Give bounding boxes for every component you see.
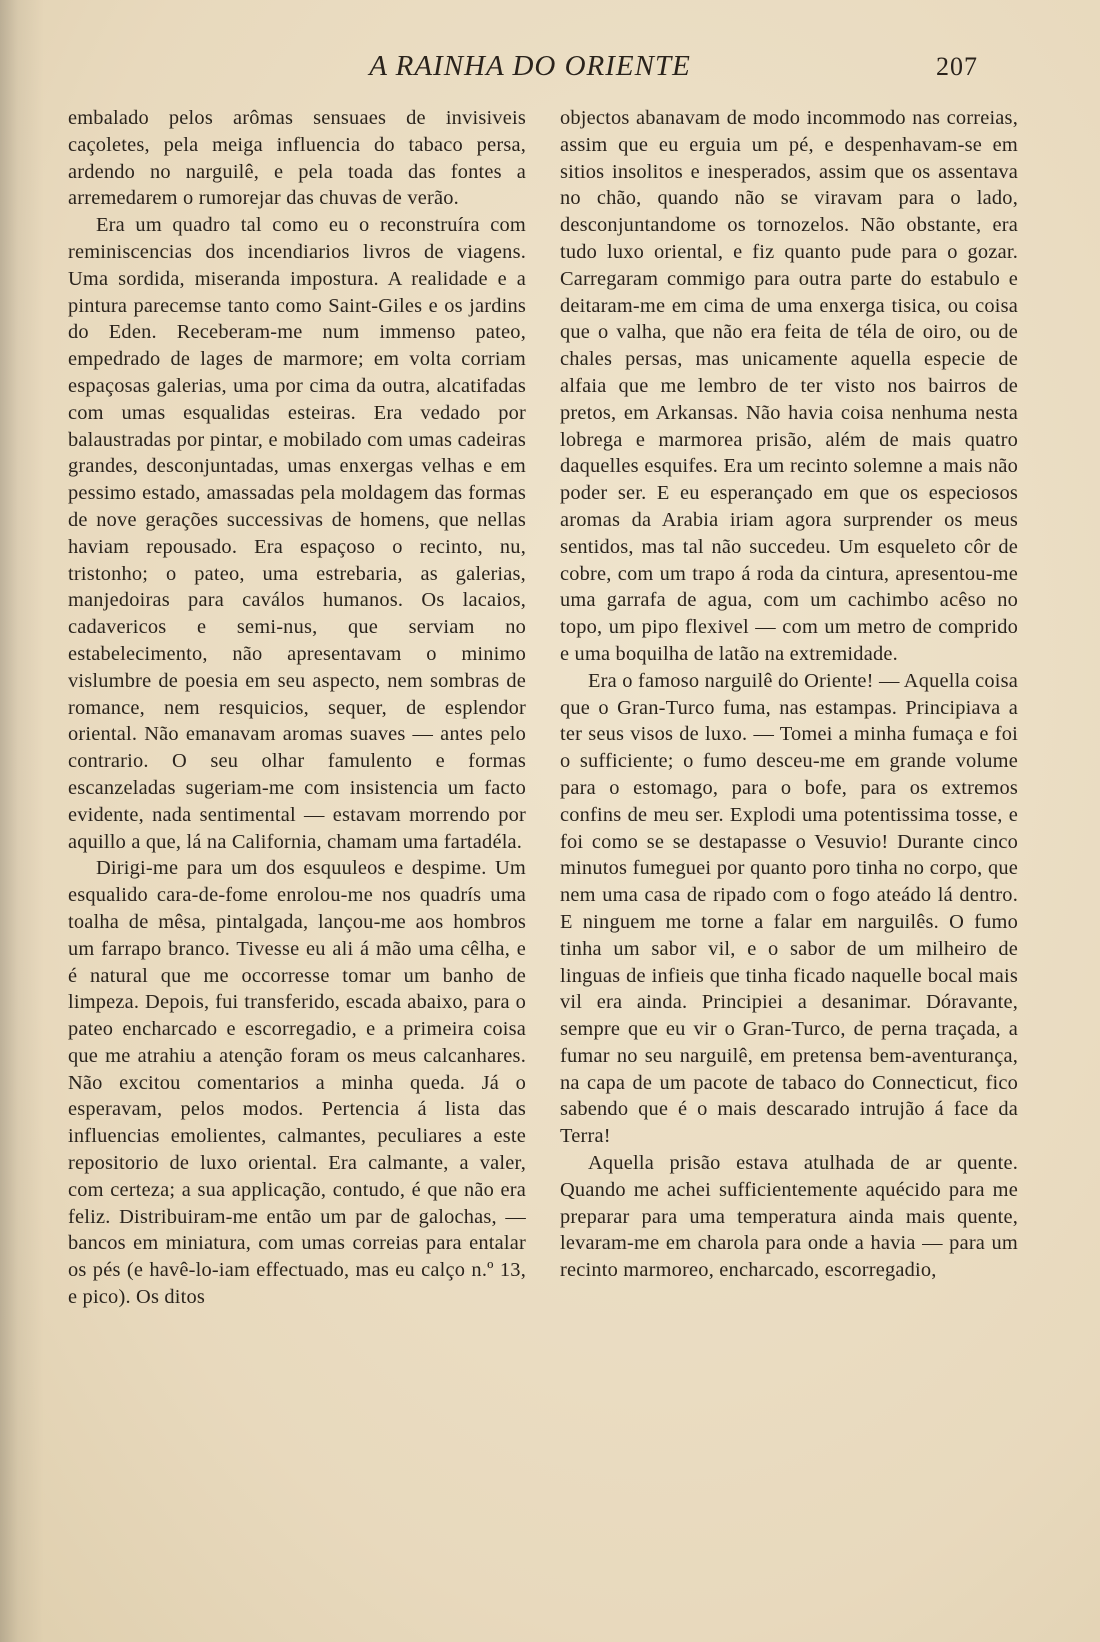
page-number: 207: [936, 52, 978, 81]
page-header: [0, 50, 1100, 90]
right-column: [560, 105, 1018, 1284]
paragraph: Era o famoso narguilê do Oriente! — Aquella coisa que o Gran-Turco fuma, nas estampas. Principiava a ter seus visos de luxo. — Tomei a minha fumaça e foi o sufficiente; o fumo desceu-me em grande volume para o estomago, para o bofe, para os extremos confins de meu ser. Explodi uma potentissima tosse, e foi como se se destapasse o Vesuvio! Durante cinco minutos fumeguei por quanto poro tinha no corpo, que nem uma casa de ripado com o fogo ateádo lá dentro. E ninguem me torne a falar em narguilês. O fumo tinha um sabor vil, e o sabor de um milheiro de linguas de infieis que tinha ficado naquelle bocal mais vil era ainda. Principiei a desanimar. Dóravante, sempre que eu vir o Gran-Turco, de perna traçada, a fumar no seu narguilê, em pretensa bem-aventurança, na capa de um pacote de tabaco do Connecticut, fico sabendo que é o mais descarado intrujão á face da Terra!: [560, 669, 1018, 1148]
left-column: [68, 105, 526, 1311]
running-title: A RAINHA DO ORIENTE: [369, 50, 691, 82]
paragraph: objectos abanavam de modo incommodo nas correias, assim que eu erguia um pé, e despenhavam-se em sitios insolitos e inesperados, assim que os assentava no chão, quando não se viravam para o lado, desconjuntandome os tornozelos. Não obstante, era tudo luxo oriental, e fiz quanto pude para o gozar. Carregaram commigo para outra parte do estabulo e deitaram-me em cima de uma enxerga tisica, ou coisa que o valha, que não era feita de téla de oiro, ou de chales persas, mas unicamente aquella especie de alfaia que me lembro de ter visto nos bairros de pretos, em Arkansas. Não havia coisa nenhuma nesta lobrega e marmorea prisão, além de mais quatro daquelles esquifes. Era um recinto solemne a mais não poder ser. E eu esperançado em que os especiosos aromas da Arabia iriam agora surprender os meus sentidos, mas tal não succedeu. Um esqueleto côr de cobre, com um trapo á roda da cintura, apresentou-me uma garrafa de agua, com um cachimbo acêso no topo, um pipo flexivel — com um metro de comprido e uma boquilha de latão na extremidade.: [560, 107, 1018, 665]
paragraph: embalado pelos arômas sensuaes de invisiveis caçoletes, pela meiga influencia do tabaco persa, ardendo no narguilê, e pela toada das fontes a arremedarem o rumorejar das chuvas de verão.: [68, 107, 526, 210]
paragraph: Aquella prisão estava atulhada de ar quente. Quando me achei sufficientemente aquécido para me preparar para uma temperatura ainda mais quente, levaram-me em charola para onde a havia — para um recinto marmoreo, encharcado, escorregadio,: [560, 1152, 1018, 1282]
paragraph: Dirigi-me para um dos esquuleos e despime. Um esqualido cara-de-fome enrolou-me nos quadrís uma toalha de mêsa, pintalgada, lançou-me aos hombros um farrapo branco. Tivesse eu ali á mão uma cêlha, e é natural que me occorresse tomar um banho de limpeza. Depois, fui transferido, escada abaixo, para o pateo encharcado e escorregadio, e a primeira coisa que me atrahiu a atenção foram os meus calcanhares. Não excitou comentarios a minha queda. Já o esperavam, pelos modos. Pertencia á lista das influencias emolientes, calmantes, peculiares a este repositorio de luxo oriental. Era calmante, a valer, com certeza; a sua applicação, contudo, é que não era feliz. Distribuiram-me então um par de galochas, — bancos em miniatura, com umas correias para entalar os pés (e havê-lo-iam effectuado, mas eu calço n.º 13, e pico). Os ditos: [68, 857, 526, 1309]
paragraph: Era um quadro tal como eu o reconstruíra com reminiscencias dos incendiarios livros de viagens. Uma sordida, miseranda impostura. A realidade e a pintura parecemse tanto como Saint-Giles e os jardins do Eden. Receberam-me num immenso pateo, empedrado de lages de marmore; em volta corriam espaçosas galerias, uma por cima da outra, alcatifadas com umas esqualidas esteiras. Era vedado por balaustradas por pintar, e mobilado com umas cadeiras grandes, desconjuntadas, umas enxergas velhas e em pessimo estado, amassadas pela moldagem das formas de nove gerações successivas de homens, que nellas haviam repousado. Era espaçoso o recinto, nu, tristonho; o pateo, uma estrebaria, as galerias, manjedoiras para caválos humanos. Os lacaios, cadavericos e semi-nus, que serviam no estabelecimento, não apresentavam o minimo vislumbre de poesia em seu aspecto, nem sombras de romance, nem resquicios, sequer, de esplendor oriental. Não emanavam aromas suaves — antes pelo contrario. O seu olhar famulento e formas escanzeladas sugeriam-me com insistencia um facto evidente, nada sentimental — estavam morrendo por aquillo a que, lá na California, chamam uma fartadéla.: [68, 214, 526, 853]
